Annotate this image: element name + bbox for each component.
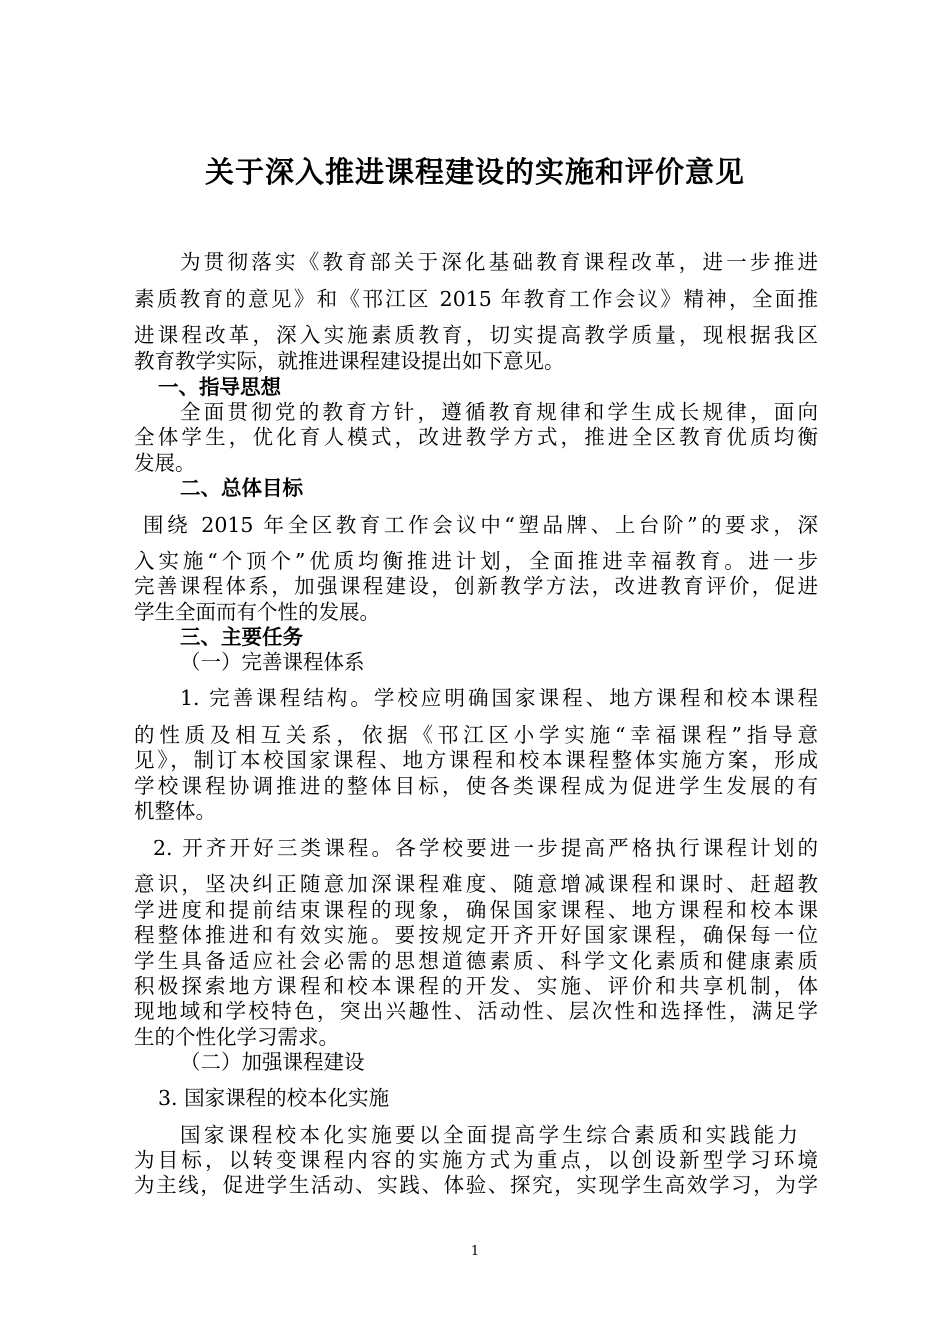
section-heading-1: 一、指导思想 [158,375,281,399]
body-line: 为主线，促进学生活动、实践、体验、探究，实现学生高效学习，为学 [134,1173,818,1197]
body-line: 围绕 2015 年全区教育工作会议中“塑品牌、上台阶”的要求，深 [143,513,818,537]
body-line: 学生具备适应社会必需的思想道德素质、科学文化素质和健康素质 [134,949,818,973]
subsection-heading-2: （二）加强课程建设 [180,1050,365,1074]
section-heading-2: 二、总体目标 [180,476,303,500]
body-line: 入实施“个顶个”优质均衡推进计划，全面推进幸福教育。进一步 [134,549,818,573]
body-line: 积极探索地方课程和校本课程的开发、实施、评价和共享机制，体 [134,974,818,998]
body-line: 生的个性化学习需求。 [134,1025,339,1049]
body-line: 教育教学实际，就推进课程建设提出如下意见。 [134,349,565,373]
body-line: 1. 完善课程结构。学校应明确国家课程、地方课程和校本课程 [180,686,818,710]
body-line: 程整体推进和有效实施。要按规定开齐开好国家课程，确保每一位 [134,923,818,947]
body-line: 机整体。 [134,799,216,823]
body-line: 素质教育的意见》和《邗江区 2015 年教育工作会议》精神，全面推 [134,287,818,311]
body-line: 全面贯彻党的教育方针，遵循教育规律和学生成长规律，面向 [180,400,818,424]
body-line: 学生全面而有个性的发展。 [134,600,380,624]
body-line: 2. 开齐开好三类课程。各学校要进一步提高严格执行课程计划的 [153,836,818,860]
body-line: 学进度和提前结束课程的现象，确保国家课程、地方课程和校本课 [134,898,818,922]
body-line: 为目标，以转变课程内容的实施方式为重点，以创设新型学习环境 [134,1148,818,1172]
body-line: 为贯彻落实《教育部关于深化基础教育课程改革，进一步推进 [180,250,818,274]
body-line: 3. 国家课程的校本化实施 [158,1086,390,1110]
body-line: 的性质及相互关系，依据《邗江区小学实施“幸福课程”指导意 [134,723,818,747]
body-line: 现地域和学校特色，突出兴趣性、活动性、层次性和选择性，满足学 [134,999,818,1023]
body-line: 国家课程校本化实施要以全面提高学生综合素质和实践能力 [180,1123,798,1147]
body-line: 学校课程协调推进的整体目标，使各类课程成为促进学生发展的有 [134,774,818,798]
page-number: 1 [470,1244,480,1259]
body-line: 发展。 [134,451,196,475]
section-heading-3: 三、主要任务 [180,625,303,649]
body-line: 见》，制订本校国家课程、地方课程和校本课程整体实施方案，形成 [134,748,818,772]
document-title: 关于深入推进课程建设的实施和评价意见 [204,155,745,189]
subsection-heading-1: （一）完善课程体系 [180,650,365,674]
body-line: 完善课程体系，加强课程建设，创新教学方法，改进教育评价，促进 [134,574,818,598]
body-line: 意识，坚决纠正随意加深课程难度、随意增减课程和课时、赶超教 [134,872,818,896]
body-line: 进课程改革，深入实施素质教育，切实提高教学质量，现根据我区 [134,323,818,347]
body-line: 全体学生，优化育人模式，改进教学方式，推进全区教育优质均衡 [134,425,818,449]
